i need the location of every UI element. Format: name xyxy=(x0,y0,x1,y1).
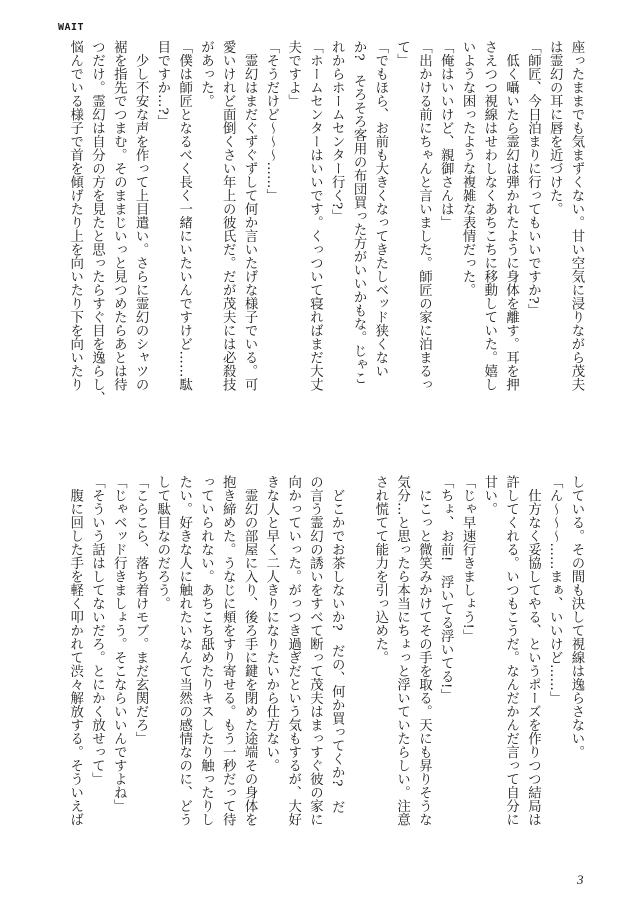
text-column: 抱き締めた。うなじに頬をすり寄せる。もう一秒だって待 xyxy=(220,475,236,826)
text-column: して駄目なのだろう。 xyxy=(154,475,170,610)
text-column: きな人と早く二人きりになりたいから仕方ない。 xyxy=(263,475,279,772)
text-column: 低く囁いたら霊幻は弾かれたように身体を離す。耳を押 xyxy=(503,40,519,391)
text-column: 甘い。 xyxy=(481,475,497,516)
text-column: つだけ。霊幻は自分の方を見たと思ったらすぐ目を逸らし、 xyxy=(89,40,105,405)
text-column: があった。 xyxy=(198,40,214,108)
text-column: 悩んでいる様子で首を傾げたり上を向いたり下を向いたり xyxy=(67,40,83,391)
text-column: 愛いけれど面倒くさい年上の彼氏だ。だが茂夫には必殺技 xyxy=(220,40,236,391)
text-column: 「ん～～～……まぁ、いいけど……」 xyxy=(547,475,563,705)
text-column: っていられない。あちこち舐めたりキスしたり触ったりし xyxy=(198,475,214,826)
text-column: 「じゃベッド行きましょう。そこならいいんですよね」 xyxy=(111,475,127,813)
text-column: 許してくれる。いつもこうだ。なんだかんだ言って自分に xyxy=(503,475,519,826)
text-column: 「こらこら、落ち着けモブ。まだ玄関だろ」 xyxy=(133,475,149,745)
text-column: どこかでお茶しないか? だの、何か買ってくか? だ xyxy=(329,475,345,814)
text-column: 「ホームセンターはいいです。くっついて寝ればまだ大丈 xyxy=(307,40,323,391)
text-column: は霊幻の耳に唇を近づけた。 xyxy=(547,40,563,216)
text-column: 「じゃ早速行きましょう!」 xyxy=(460,475,476,643)
blank-line xyxy=(347,475,369,875)
text-column: 腹に回した手を軽く叩かれて渋々解放する。そういえば xyxy=(67,475,83,826)
text-column: 「僕は師匠となるべく長く一緒にいたいんですけど……駄 xyxy=(176,40,192,391)
text-column: 座ったままでも気まずくない。甘い空気に浸りながら茂夫 xyxy=(569,40,584,391)
text-column: している。その間も決して視線は逸らさない。 xyxy=(569,475,584,759)
running-header: WAIT xyxy=(58,22,85,33)
text-column: 霊幻の部屋に入り、後ろ手に鍵を閉めた途端その身体を xyxy=(242,475,258,826)
text-column: 夫ですよ」 xyxy=(285,40,301,108)
text-column: 「俺はいいけど、親御さんは」 xyxy=(438,40,454,229)
text-column: にこっと微笑みかけてその手を取る。天にも昇りそうな xyxy=(416,475,432,826)
text-column: れからホームセンター行く?」 xyxy=(329,40,345,223)
text-column: か? そろそろ客用の布団買った方がいいかもな。じゃこ xyxy=(351,40,367,385)
text-column: 霊幻はまだぐずぐずして何か言いたげな様子でいる。可 xyxy=(242,40,258,391)
text-column: 気分…と思ったら本当にちょっと浮いていたらしい。注意 xyxy=(394,475,410,826)
text-column: いような困ったような複雑な表情だった。 xyxy=(460,40,476,297)
page-number: 3 xyxy=(577,872,584,887)
text-column: て」 xyxy=(394,40,410,67)
text-column: され慌てて能力を引っ込めた。 xyxy=(372,475,388,664)
text-column: 目ですか…?」 xyxy=(154,40,170,129)
text-column: の言う霊幻の誘いをすべて断って茂夫はまっすぐ彼の家に xyxy=(307,475,323,826)
text-column: 「そういう話はしてないだろ。とにかく放せって」 xyxy=(89,475,105,786)
text-column: 「そうだけど～～～……」 xyxy=(263,40,279,202)
text-column: さえつつ視線はせわしなくあちこちに移動していた。嬉し xyxy=(481,40,497,391)
text-block-upper xyxy=(64,40,587,440)
text-column: 裾を指先でつまむ。そのままじいっと見つめたらあとは待 xyxy=(111,40,127,391)
text-column: 「でもほら、お前も大きくなってきたしベッド狭くない xyxy=(372,40,388,378)
text-column: たい。好きな人に触れたいなんて当然の感情なのに、どう xyxy=(176,475,192,826)
text-column: 仕方なく妥協してやる、というポーズを作りつつ結局は xyxy=(525,475,541,826)
text-block-lower xyxy=(64,475,587,875)
text-column: 向かっていった。がっつき過ぎだという気もするが、大好 xyxy=(285,475,301,826)
text-column: 「ちょ、お前! 浮いてる浮いてる!」 xyxy=(438,475,454,702)
text-column: 「師匠、今日泊まりに行ってもいいですか?」 xyxy=(525,40,541,318)
text-column: 「出かける前にちゃんと言いました。師匠の家に泊まるっ xyxy=(416,40,432,391)
text-column: 少し不安な声を作って上目遣い。さらに霊幻のシャツの xyxy=(133,40,149,391)
